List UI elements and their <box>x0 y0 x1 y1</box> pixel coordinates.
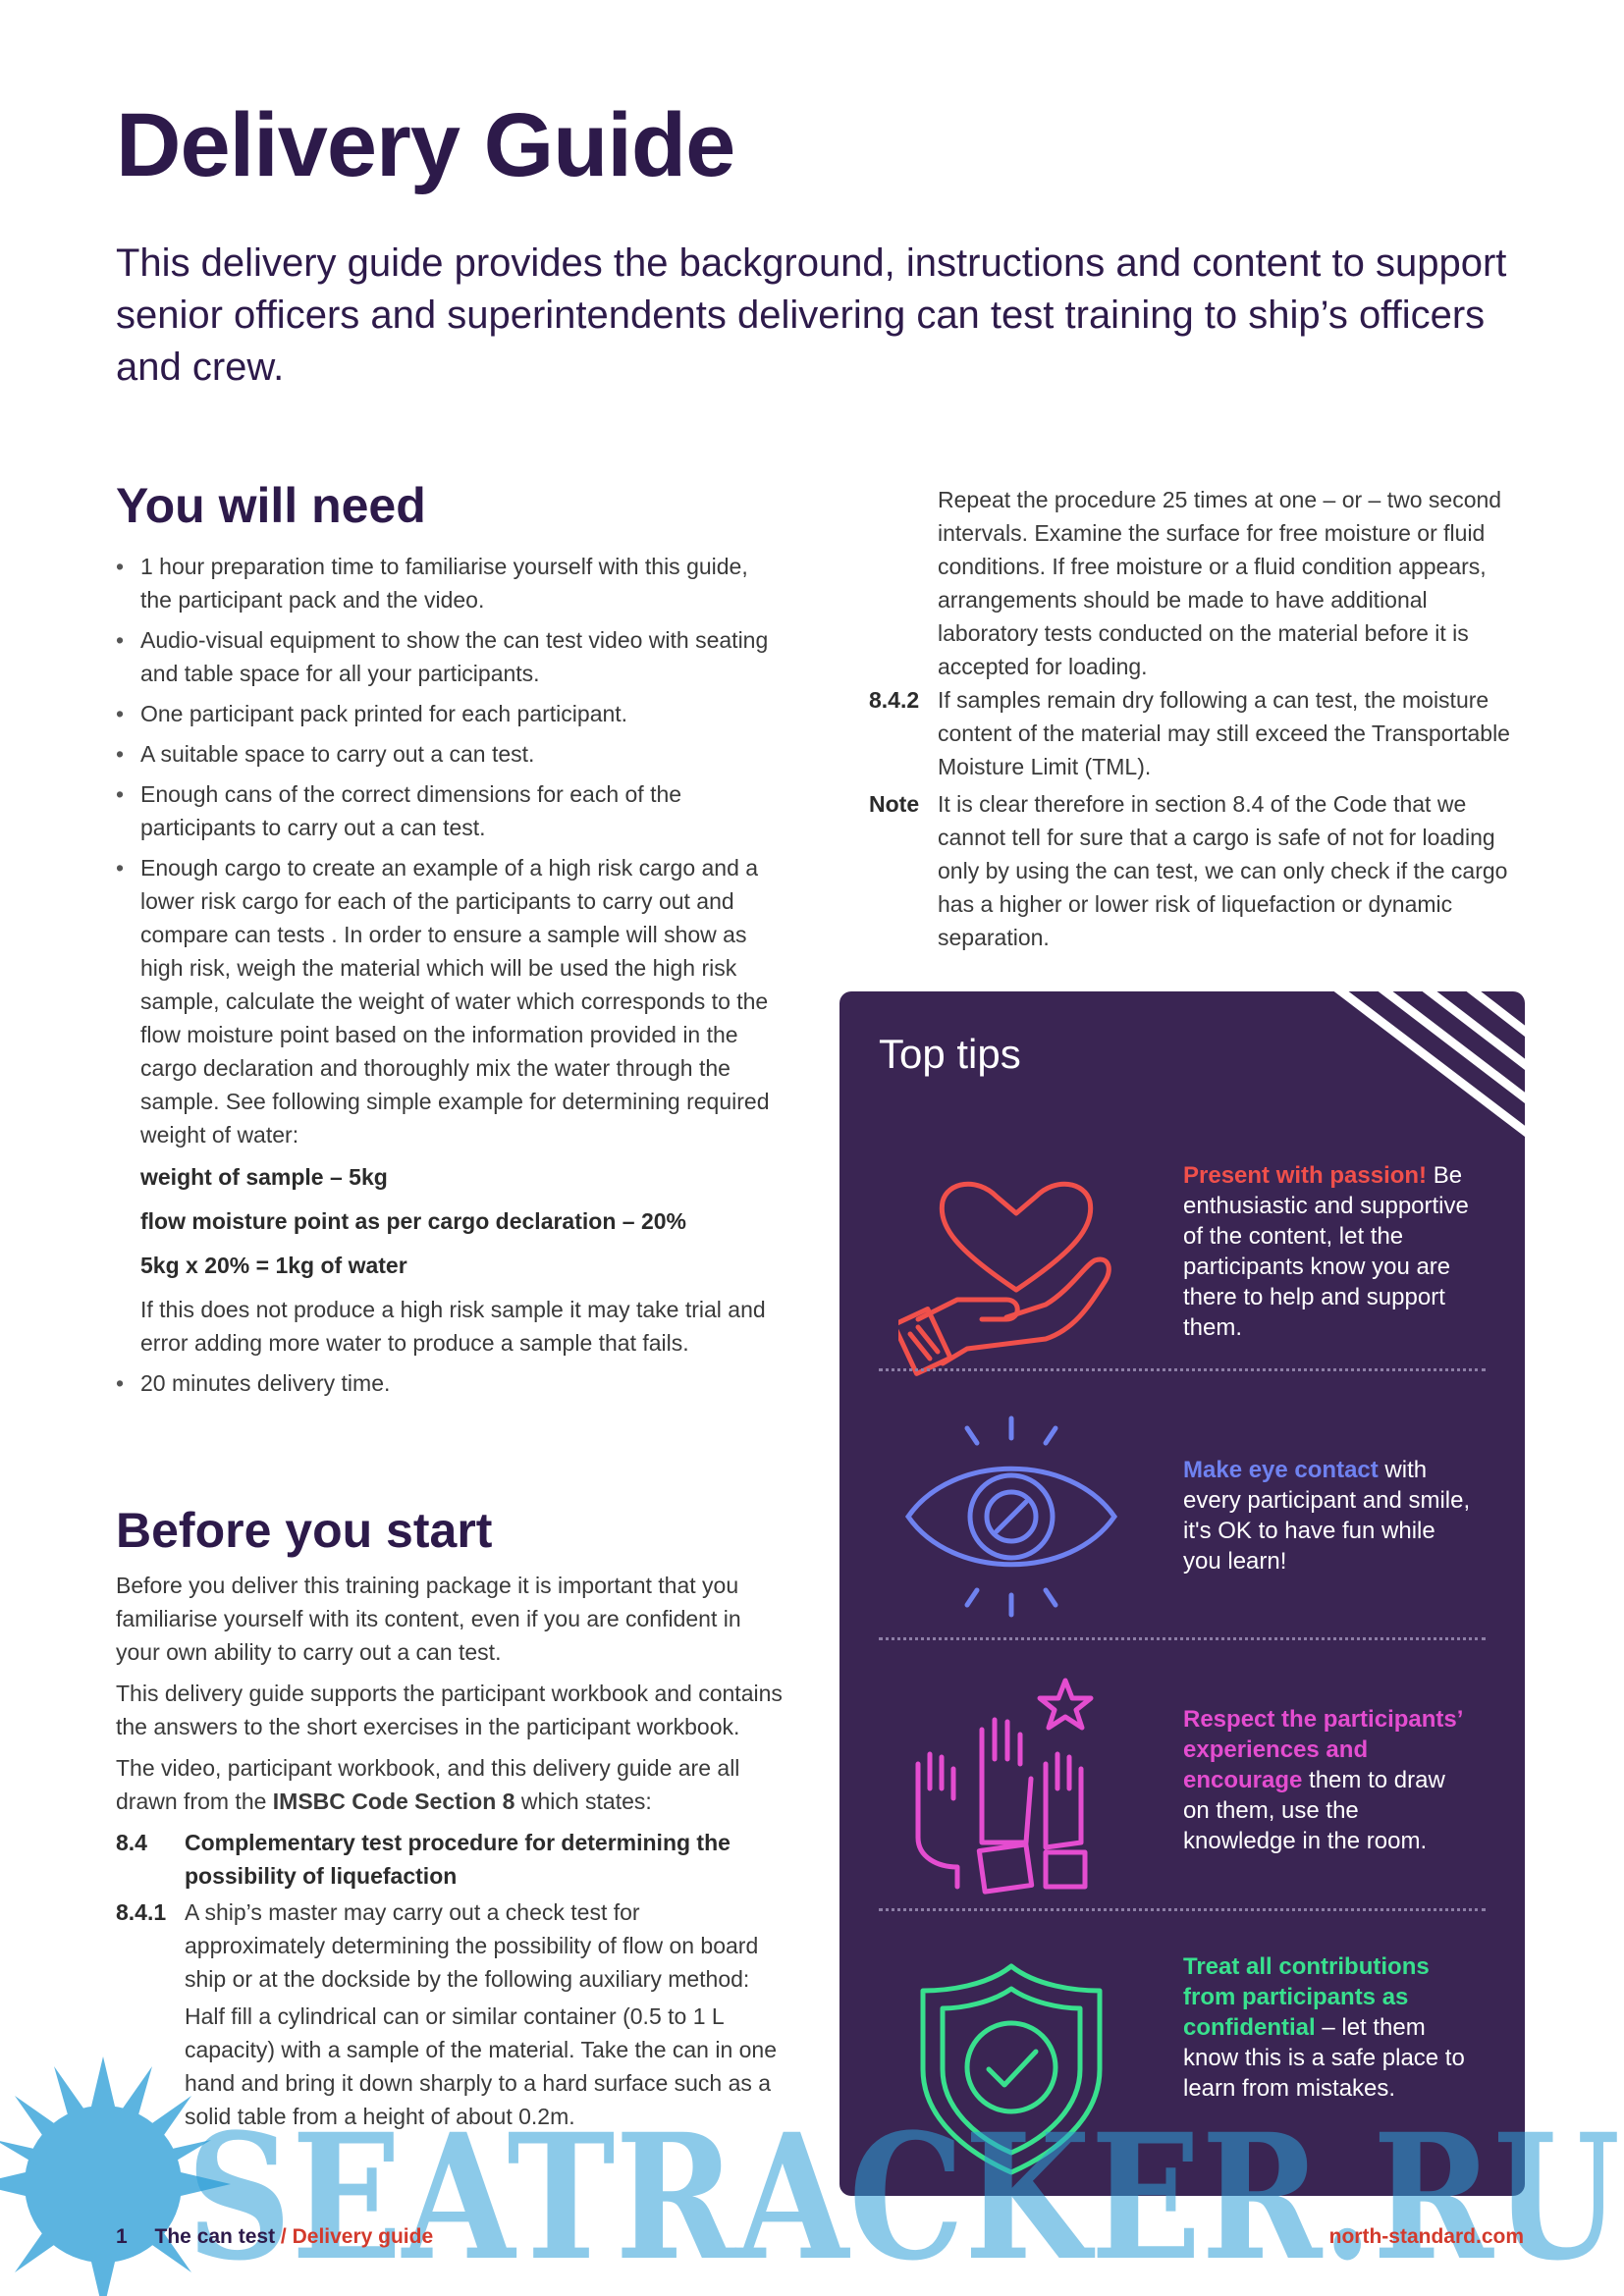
tip-highlight: Make eye contact <box>1183 1457 1379 1483</box>
before-paragraph: Before you deliver this training package it is important that you familiarise yourself with its content, even if you are confident in your own ability to carry out a can test. <box>116 1573 741 1665</box>
before-paragraph: This delivery guide supports the participant workbook and contains the answers to the short exercises in the participant workbook. <box>116 1681 783 1739</box>
tip-body: with every participant and smile, it's OK to have fun while you learn! <box>1183 1457 1471 1575</box>
note <box>869 787 1527 954</box>
section-number: 8.4.2 <box>869 687 920 713</box>
intro-text: This delivery guide provides the background, instructions and content to support senior officers and superintendents delivering can test training to ship’s officers and crew. <box>116 241 1507 389</box>
right-column-text <box>938 483 1527 691</box>
divider <box>879 1637 1486 1640</box>
section-8-4 <box>116 1826 784 1893</box>
needs-list <box>116 550 784 1400</box>
top-tips-panel <box>839 991 1525 2196</box>
list-item: • 1 hour preparation time to familiarise yourself with this guide, the participant pack and the video. <box>116 550 784 616</box>
before-you-start-heading: Before you start <box>116 1503 493 1558</box>
section-text: If samples remain dry following a can test, the moisture content of the material may still exceed the Transportable Moisture Limit (TML). <box>938 687 1510 779</box>
eye-icon <box>898 1414 1124 1620</box>
section-continuation: Half fill a cylindrical can or similar container (0.5 to 1 L capacity) with a sample of the material. Take the can in one hand and bring it down sharply to a hard surface such as a solid table from a height of about 0.2m. <box>185 2003 778 2129</box>
note-label: Note <box>869 791 920 817</box>
calc-water-weight: 5kg x 20% = 1kg of water <box>140 1253 407 1278</box>
tip-respect <box>839 1659 1525 1895</box>
you-will-need-section <box>116 550 784 1407</box>
tip-text <box>1183 1455 1478 1576</box>
footer-left <box>116 2225 433 2249</box>
footer-doc-title: Delivery guide <box>292 2225 434 2248</box>
stripes-decoration <box>1270 991 1525 1139</box>
tip-highlight: Respect the participants’ experiences and encourage <box>1183 1706 1463 1793</box>
section-text: A ship’s master may carry out a check test for approximately determining the possibility of flow on board ship or at the dockside by the following auxiliary method: <box>185 1899 759 1992</box>
imsbc-intro-text: The video, participant workbook, and this delivery guide are all drawn from the <box>116 1755 740 1814</box>
list-item: • One participant pack printed for each participant. <box>116 697 784 730</box>
watermark <box>0 2042 1624 2296</box>
tip-text <box>1183 1704 1478 1856</box>
page-title: Delivery Guide <box>116 95 735 195</box>
tip-body: Be enthusiastic and supportive of the content, let the participants know you are there to help and support them. <box>1183 1162 1469 1341</box>
tip-body: them to draw on them, use the knowledge in the room. <box>1183 1767 1445 1854</box>
page-number: 1 <box>116 2225 128 2248</box>
calc-flow-moisture: flow moisture point as per cargo declaration – 20% <box>140 1208 686 1234</box>
note-text: It is clear therefore in section 8.4 of the Code that we cannot tell for sure that a cargo is safe of not for loading only by using the can test, we can only check if the cargo has a higher or lower risk of liquefaction or dynamic separation. <box>938 791 1508 950</box>
list-item: • Enough cans of the correct dimensions for each of the participants to carry out a can test. <box>116 777 784 844</box>
tip-eye-contact <box>839 1402 1525 1637</box>
tip-body: – let them know this is a safe place to learn from mistakes. <box>1183 2014 1465 2102</box>
you-will-need-heading: You will need <box>116 478 426 533</box>
section-title: Complementary test procedure for determining the possibility of liquefaction <box>185 1830 731 1889</box>
section-8-4-2 <box>869 683 1527 783</box>
list-item: • 20 minutes delivery time. <box>116 1366 784 1400</box>
tip-text <box>1183 1160 1478 1343</box>
section-number: 8.4.1 <box>116 1899 167 1925</box>
raised-hands-icon <box>898 1671 1124 1896</box>
footer-separator: / <box>275 2225 293 2248</box>
tip-passion <box>839 1160 1525 1396</box>
watermark-text: SEATRACKER.RU <box>187 2096 1620 2296</box>
right-column-sections <box>869 683 1527 954</box>
tip-highlight: Treat all contributions from participants as confidential <box>1183 1953 1430 2041</box>
imsbc-reference: IMSBC Code Section 8 <box>272 1789 515 1814</box>
trial-error-text: If this does not produce a high risk sample it may take trial and error adding more water to produce a sample that fails. <box>140 1297 766 1356</box>
tip-highlight: Present with passion! <box>1183 1162 1428 1189</box>
calc-sample-weight: weight of sample – 5kg <box>140 1164 388 1190</box>
footer-section: The can test <box>154 2225 276 2248</box>
footer-website-link[interactable]: north-standard.com <box>1328 2225 1524 2248</box>
list-item: • A suitable space to carry out a can test. <box>116 737 784 771</box>
list-item <box>116 851 784 1360</box>
top-tips-title: Top tips <box>879 1031 1021 1077</box>
divider <box>879 1368 1486 1371</box>
imsbc-states-text: which states: <box>514 1789 652 1814</box>
divider <box>879 1908 1486 1911</box>
list-item: • Audio-visual equipment to show the can test video with seating and table space for all your participants. <box>116 623 784 690</box>
section-number: 8.4 <box>116 1830 147 1855</box>
before-paragraph <box>116 1751 784 1818</box>
heart-hand-icon <box>898 1172 1124 1378</box>
section-8-4-1 <box>116 1896 784 1996</box>
high-risk-cargo-text: • Enough cargo to create an example of a high risk cargo and a lower risk cargo for each of the participants to carry out and compare can tests . In order to ensure a sample will show as high risk, weigh the material which will be used the high risk sample, calculate the weight of water which corresponds to the flow moisture point based on the information provided in the cargo declaration and thoroughly mix the water through the sample. See following simple example for determining required weight of water: <box>140 855 770 1148</box>
procedure-continuation: Repeat the procedure 25 times at one – or – two second intervals. Examine the surface for free moisture or fluid conditions. If free moisture or a fluid condition appears, arrangements should be made to have additional laboratory tests conducted on the material before it is accepted for loading. <box>938 487 1502 679</box>
